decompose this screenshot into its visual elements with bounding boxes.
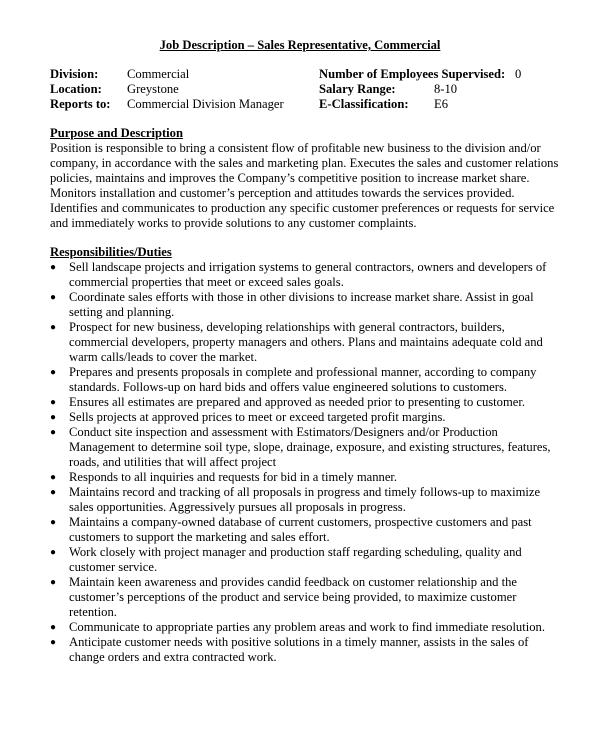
duty-text: Coordinate sales efforts with those in other divisions to increase market share. Assist in goal setting and planning. [69,290,534,319]
reports-to-value: Commercial Division Manager [127,97,284,111]
duty-text: Ensures all estimates are prepared and approved as needed prior to presenting to customer. [69,395,526,409]
employees-label: Number of Employees Supervised: [319,67,506,81]
duty-item [50,485,560,515]
duty-text: Prospect for new business, developing relationships with general contractors, builders, commercial developers, property managers and others. Plans and maintains adequate cold and warm calls/leads to cover the market. [69,320,543,364]
location-label: Location: [50,82,102,96]
purpose-text: Position is responsible to bring a consistent flow of profitable new business to the division and/or company, in accordance with the sales and marketing plan. Executes the sales and customer relations policies, maintains and improves the Company’s competitive position to increase market share. Monitors installation and customer’s perception and attitudes towards the services provided. Identifies and communicates to production any specific customer preferences or requests for service and immediately works to provide solutions to any customer complaints. [50,141,559,230]
duty-text: Communicate to appropriate parties any problem areas and work to find immediate resolution. [69,620,545,634]
duty-text: Conduct site inspection and assessment with Estimators/Designers and/or Production Management to determine soil type, slope, drainage, exposure, and existing structures, features, roads, and utilities that will affect project [69,425,551,469]
duty-item [50,365,560,395]
duty-item [50,575,560,620]
meta-row-reports [50,97,570,112]
bullet-icon: ● [50,427,57,438]
document-title: Job Description – Sales Representative, Commercial [159,38,441,52]
duty-text: Maintains record and tracking of all proposals in progress and timely follows-up to maximize sales opportunities. Aggressively pursues all proposals in progress. [69,485,541,514]
meta-row-division [50,67,570,82]
responsibilities-heading: Responsibilities/Duties [50,245,172,259]
division-label: Division: [50,67,99,81]
duty-text: Prepares and presents proposals in complete and professional manner, according to company standards. Follows-up on hard bids and offers value engineered solutions to customers. [69,365,537,394]
meta-row-location [50,82,570,97]
job-meta [50,67,570,112]
responsibilities-section [50,245,560,665]
duty-item [50,470,560,485]
duty-item [50,290,560,320]
duty-item [50,545,560,575]
purpose-heading: Purpose and Description [50,126,183,140]
duty-item [50,410,560,425]
duty-text: Maintain keen awareness and provides candid feedback on customer relationship and the customer’s perceptions of the product and service being provided, to maximize customer retention. [69,575,517,619]
location-value: Greystone [127,82,179,96]
bullet-icon: ● [50,622,57,633]
duty-item [50,515,560,545]
duty-text: Work closely with project manager and production staff regarding scheduling, quality and customer service. [69,545,522,574]
duty-text: Responds to all inquiries and requests for bid in a timely manner. [69,470,398,484]
duty-item [50,320,560,365]
duties-list [50,260,560,665]
duty-item [50,620,560,635]
bullet-icon: ● [50,577,57,588]
bullet-icon: ● [50,517,57,528]
bullet-icon: ● [50,487,57,498]
duty-item [50,635,560,665]
duty-text: Anticipate customer needs with positive solutions in a timely manner, assists in the sales of change orders and extra contracted work. [69,635,529,664]
bullet-icon: ● [50,547,57,558]
purpose-section [50,126,560,231]
bullet-icon: ● [50,322,57,333]
reports-to-label: Reports to: [50,97,111,111]
bullet-icon: ● [50,292,57,303]
bullet-icon: ● [50,262,57,273]
bullet-icon: ● [50,367,57,378]
duty-item [50,260,560,290]
duty-item [50,425,560,470]
e-classification-value: E6 [434,97,448,111]
bullet-icon: ● [50,637,57,648]
duty-text: Sell landscape projects and irrigation systems to general contractors, owners and developers of commercial properties that meet or exceed sales goals. [69,260,547,289]
e-classification-label: E-Classification: [319,97,409,111]
salary-value: 8-10 [434,82,458,96]
bullet-icon: ● [50,472,57,483]
salary-label: Salary Range: [319,82,396,96]
duty-text: Maintains a company-owned database of current customers, prospective customers and past customers to support the marketing and sales effort. [69,515,532,544]
duty-text: Sells projects at approved prices to meet or exceed targeted profit margins. [69,410,446,424]
bullet-icon: ● [50,397,57,408]
bullet-icon: ● [50,412,57,423]
duty-item [50,395,560,410]
division-value: Commercial [127,67,190,81]
employees-value: 0 [515,67,522,81]
